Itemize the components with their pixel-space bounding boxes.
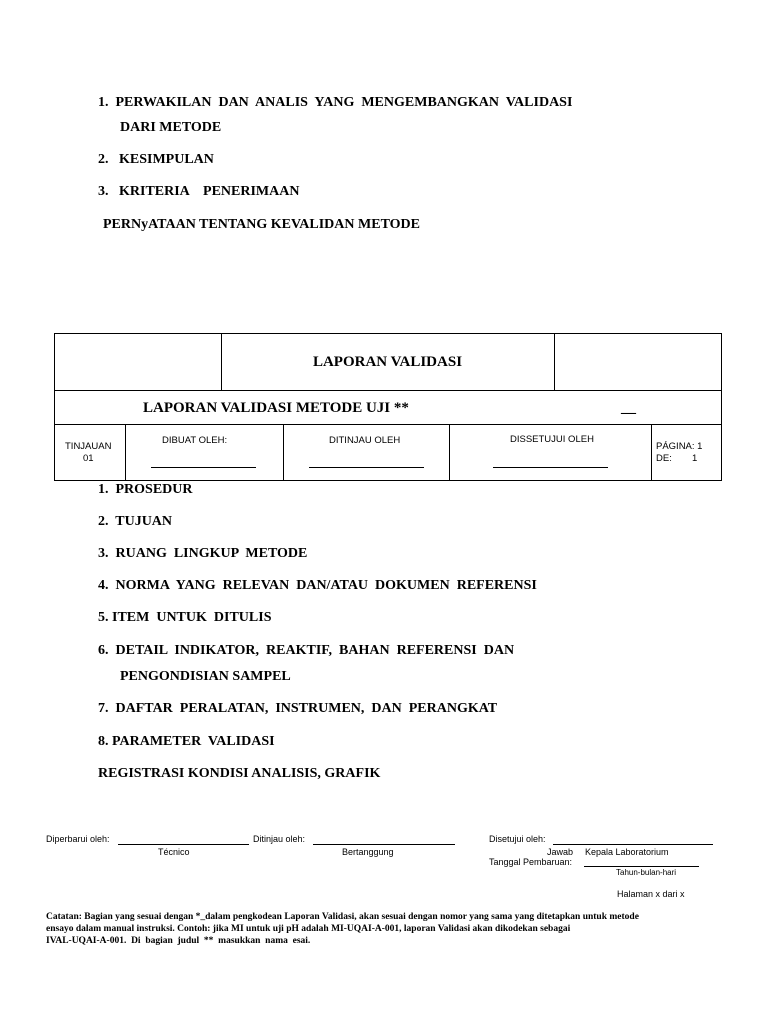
item-number: 7. — [98, 701, 109, 716]
update-date-label: Tanggal Pembaruan: — [489, 857, 573, 867]
item-number: 1. — [98, 95, 109, 110]
list-item — [98, 643, 514, 659]
item-number: 6. — [98, 643, 109, 658]
item-text: PERWAKILAN DAN ANALIS YANG MENGEMBANGKAN VALIDASI — [115, 95, 573, 110]
list-item — [98, 734, 275, 750]
table-divider — [55, 424, 721, 425]
item-text: KRITERIA PENERIMAAN — [119, 184, 300, 199]
table-divider — [449, 424, 450, 480]
approved-by-signature-line — [553, 844, 713, 845]
table-divider — [125, 424, 126, 480]
statement-heading: PERNyATAAN TENTANG KEVALIDAN METODE — [103, 217, 420, 232]
date-format-hint: Tahun-bulan-hari — [616, 868, 677, 877]
report-title: LAPORAN VALIDASI — [312, 354, 463, 370]
reviewed-by-label: DITINJAU OLEH — [329, 435, 401, 446]
item-number: 3. — [98, 546, 109, 561]
updated-by-role: Técnico — [158, 847, 190, 857]
item-number: 2. — [98, 152, 109, 167]
list-item — [98, 482, 193, 498]
updated-by-label: Diperbarui oleh: — [46, 834, 110, 844]
item-text: PARAMETER VALIDASI — [112, 734, 275, 749]
item-text: ITEM UNTUK DITULIS — [112, 610, 272, 625]
note-line-1: Catatan: Bagian yang sesuai dengan *_dalam pengkodean Laporan Validasi, akan sesuai dengan nomor yang sama yang ditetapkan untuk metode — [46, 912, 639, 922]
item-text: TUJUAN — [115, 514, 173, 529]
report-subtitle: LAPORAN VALIDASI METODE UJI ** — [143, 400, 409, 416]
item-text: PROSEDUR — [115, 482, 193, 497]
table-divider — [554, 334, 555, 390]
top-item-3 — [98, 184, 299, 200]
review-label: TINJAUAN — [65, 441, 112, 452]
page-label: PÁGINA: 1 — [656, 441, 703, 452]
approved-by-signature-line — [493, 467, 608, 468]
item-text: RUANG LINGKUP METODE — [115, 546, 308, 561]
page-of-label: Halaman x dari x — [617, 889, 685, 899]
update-date-line — [584, 866, 699, 867]
reviewed-by-role: Bertanggung — [342, 847, 394, 857]
item-number: 5. — [98, 610, 109, 625]
of-label: DE: — [656, 453, 672, 464]
review-number: 01 — [83, 453, 94, 464]
updated-by-signature-line — [118, 844, 249, 845]
item-text: KESIMPULAN — [119, 152, 214, 167]
reviewed-by-signature-line — [313, 844, 455, 845]
table-divider — [283, 424, 284, 480]
item-number: 8. — [98, 734, 109, 749]
item-number: 1. — [98, 482, 109, 497]
approved-by-label: DISSETUJUI OLEH — [510, 434, 594, 445]
top-item-1-continuation: DARI METODE — [120, 120, 222, 135]
made-by-signature-line — [151, 467, 256, 468]
list-item — [98, 578, 537, 594]
of-value: 1 — [692, 453, 698, 464]
table-divider — [651, 424, 652, 480]
list-item — [98, 546, 307, 562]
subtitle-mark: __ — [621, 400, 636, 416]
item-text: DETAIL INDIKATOR, REAKTIF, BAHAN REFERENSI DAN — [115, 643, 515, 658]
item-number: 4. — [98, 578, 109, 593]
approved-by-label: Disetujui oleh: — [489, 834, 546, 844]
made-by-label: DIBUAT OLEH: — [162, 435, 228, 446]
item-text: NORMA YANG RELEVAN DAN/ATAU DOKUMEN REFERENSI — [115, 578, 537, 593]
list-item-continuation: PENGONDISIAN SAMPEL — [120, 669, 291, 684]
list-item — [98, 514, 172, 530]
reviewed-by-label: Ditinjau oleh: — [253, 834, 306, 844]
list-item — [98, 610, 271, 626]
item-text: DAFTAR PERALATAN, INSTRUMEN, DAN PERANGKAT — [115, 701, 498, 716]
item-number: 2. — [98, 514, 109, 529]
approved-role-1: Jawab — [547, 847, 574, 857]
list-item — [98, 701, 497, 717]
note-line-2: ensayo dalam manual instruksi. Contoh: jika MI untuk uji pH adalah MI-UQAI-A-001, laporan Validasi akan dikodekan sebagai — [46, 924, 571, 934]
approved-role-2: Kepala Laboratorium — [585, 847, 669, 857]
note-line-3: IVAL-UQAI-A-001. Di bagian judul ** masukkan nama esai. — [46, 936, 311, 946]
report-header-table — [54, 333, 722, 481]
top-item-1 — [98, 95, 572, 111]
table-divider — [55, 390, 721, 391]
reviewed-by-signature-line — [309, 467, 424, 468]
registration-heading: REGISTRASI KONDISI ANALISIS, GRAFIK — [98, 766, 381, 781]
top-item-2 — [98, 152, 214, 168]
item-number: 3. — [98, 184, 109, 199]
